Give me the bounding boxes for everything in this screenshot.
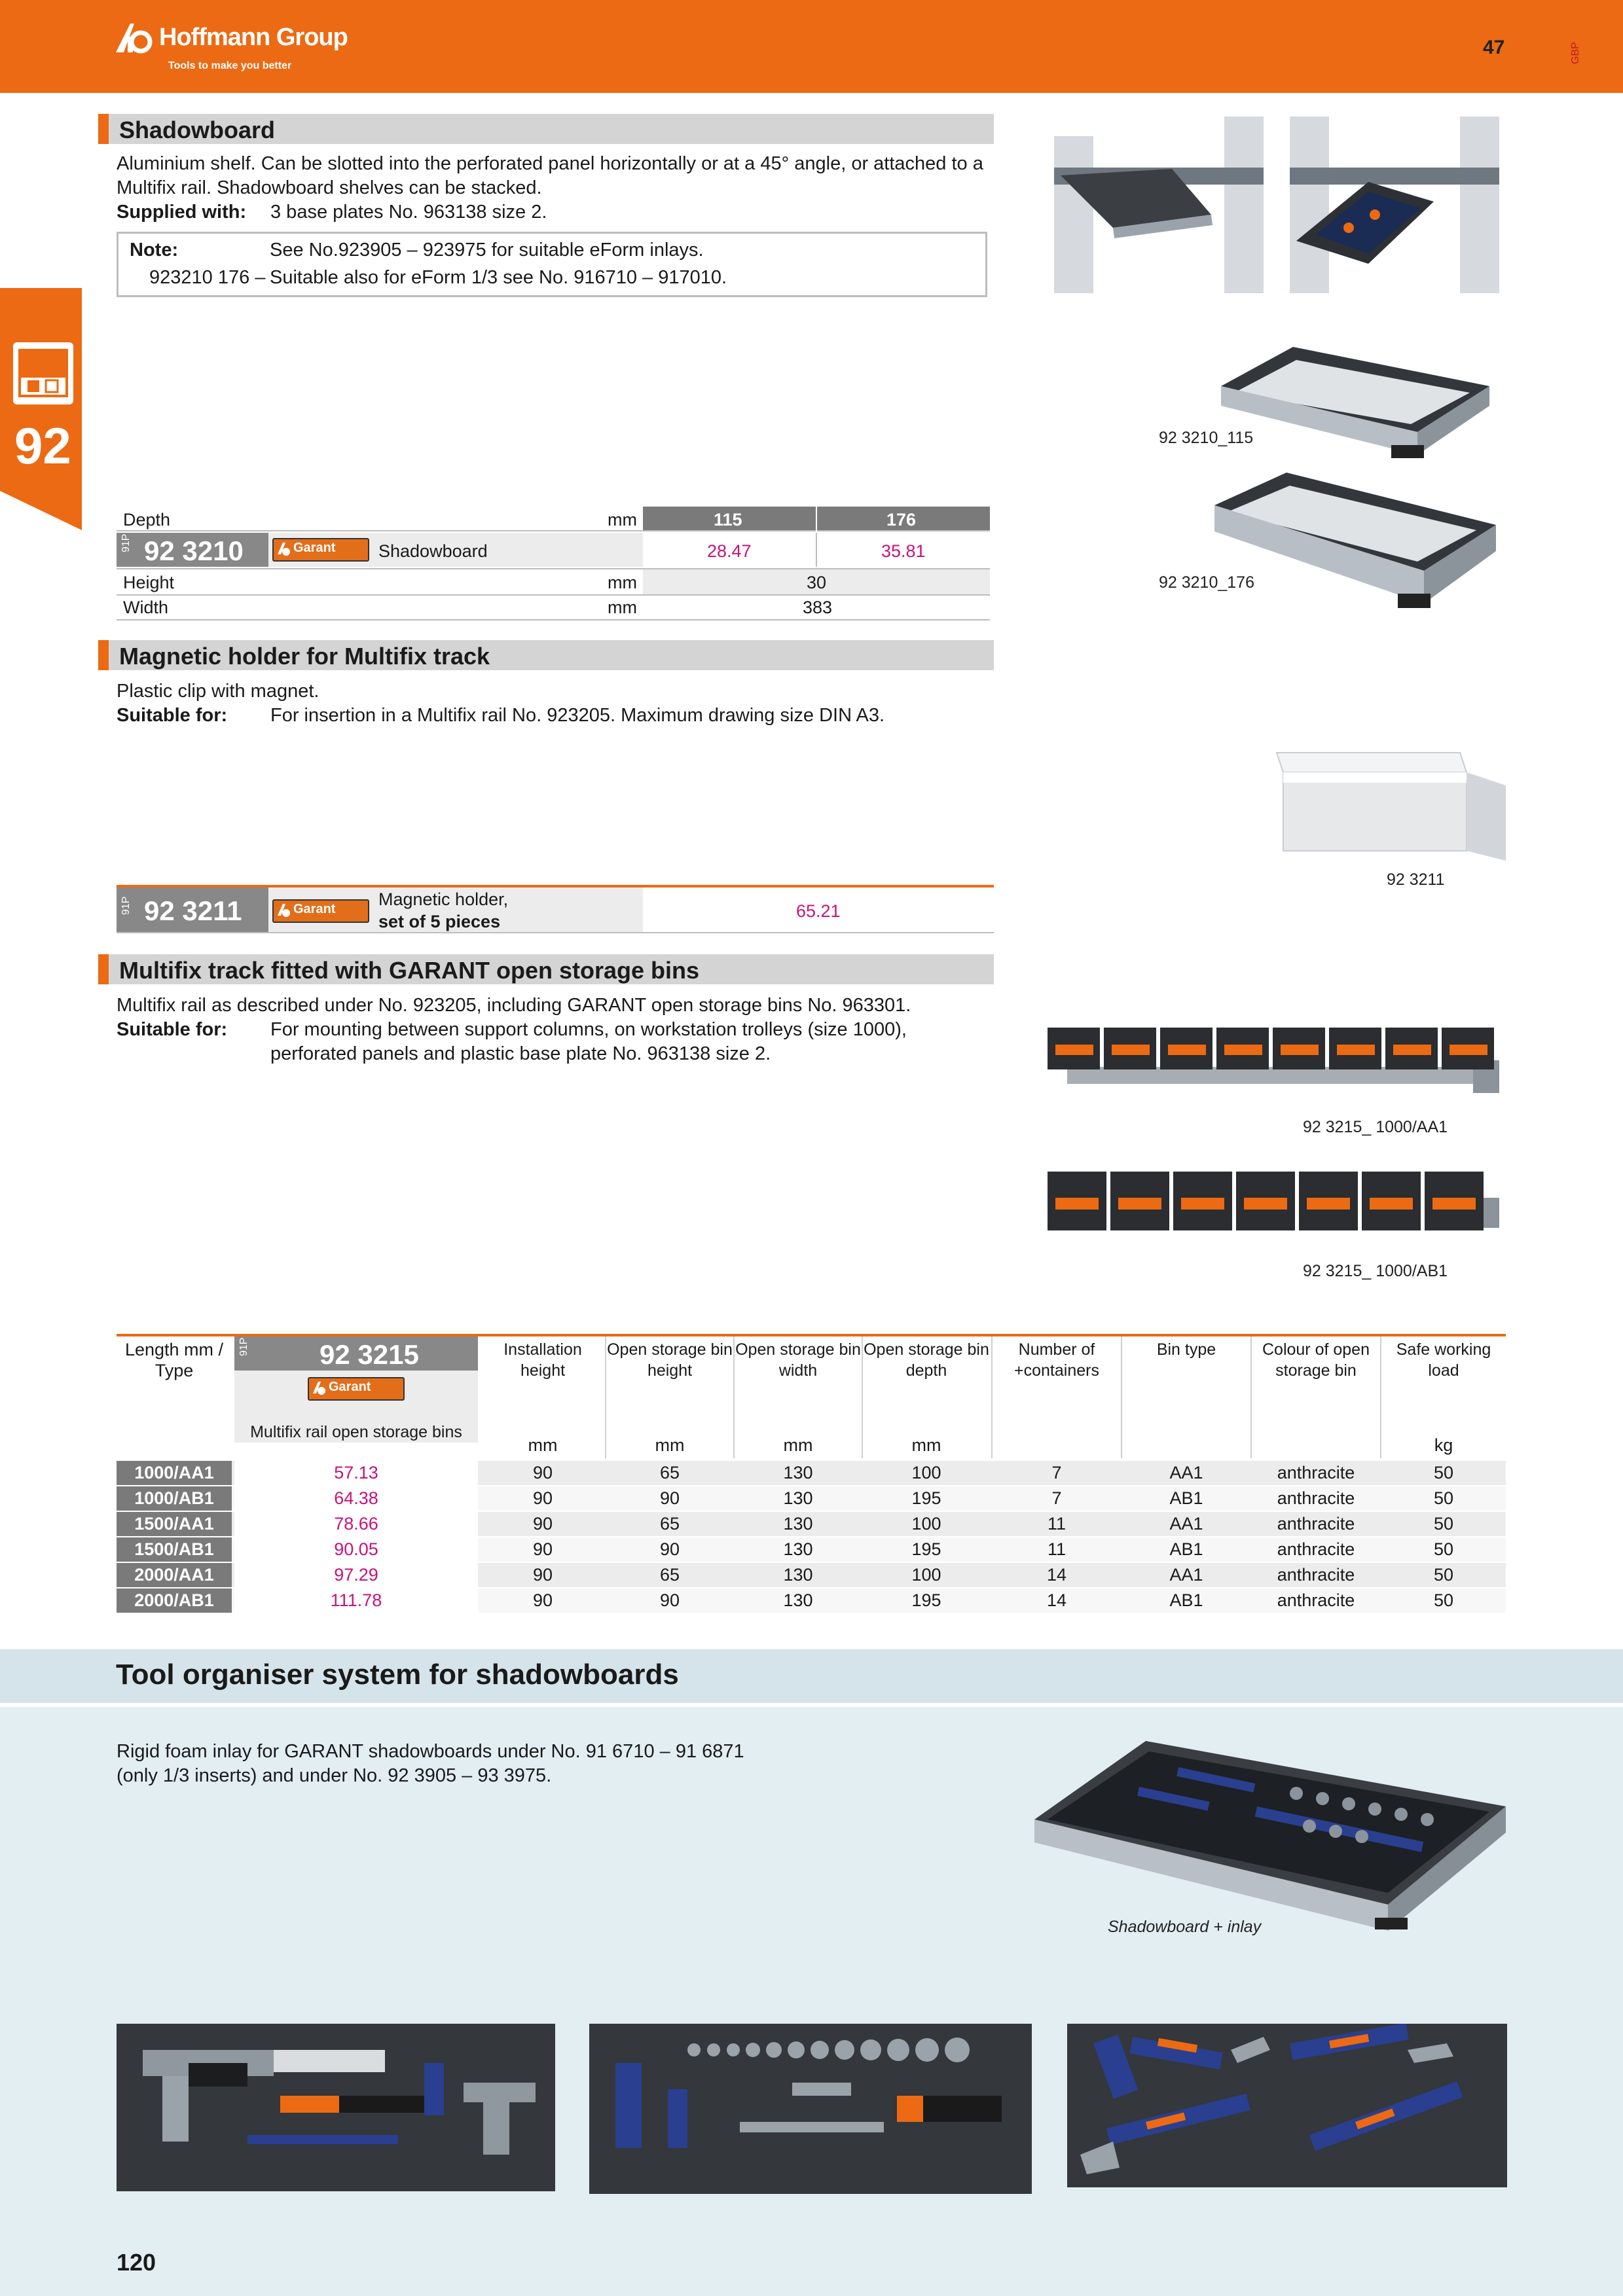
row-cell: 65 <box>659 1514 680 1534</box>
row-cell: 14 <box>1046 1590 1067 1610</box>
row-cell: 90 <box>532 1514 553 1534</box>
row-cell: AA1 <box>1169 1463 1203 1482</box>
row-cell: 130 <box>783 1488 813 1508</box>
pliers-set-inlay-image <box>1067 2024 1507 2187</box>
row-type: 1000/AA1 <box>117 1461 232 1485</box>
width-value: 383 <box>803 598 833 617</box>
garant-brand-logo: Garant <box>272 538 369 562</box>
row-cell: 90 <box>532 1590 553 1610</box>
row-cell: 90 <box>659 1539 680 1559</box>
row-cell: 195 <box>911 1590 941 1610</box>
row-type: 1500/AA1 <box>117 1512 232 1536</box>
row-type: 1500/AB1 <box>117 1537 232 1562</box>
catalog-page-number: 47 <box>1483 37 1505 58</box>
product-name: Shadowboard <box>378 541 488 561</box>
row-cell: AA1 <box>1169 1565 1203 1585</box>
note-line-1: Note: See No.923905 – 923975 for suitable eForm inlays. <box>130 240 704 260</box>
garant-logo-icon <box>276 541 292 557</box>
row-cell: 7 <box>1051 1488 1062 1508</box>
col-header-3: Open storage bin depth <box>864 1340 989 1380</box>
row-type: 2000/AB1 <box>117 1588 232 1613</box>
col-header-5: Bin type <box>1156 1340 1216 1359</box>
magnetic-description: Plastic clip with magnet. Suitable for: For insertion in a Multifix rail No. 923205. Maximum drawing size DIN A3. <box>117 681 885 726</box>
row-cell: AB1 <box>1169 1539 1203 1559</box>
image-caption-115: 92 3210_115 <box>1159 429 1254 447</box>
row-cell: 50 <box>1433 1590 1454 1610</box>
row-cell: 195 <box>911 1488 941 1508</box>
row-cell: AB1 <box>1169 1590 1203 1610</box>
row-type: 2000/AA1 <box>117 1563 232 1587</box>
col-unit-0: mm <box>528 1435 558 1455</box>
row-cell: anthracite <box>1277 1463 1355 1482</box>
width-label: Width <box>123 598 169 617</box>
row-cell: 130 <box>783 1463 813 1482</box>
row-cell: 100 <box>911 1463 941 1482</box>
image-caption-3211: 92 3211 <box>1387 870 1445 889</box>
image-caption-inlay: Shadowboard + inlay <box>1108 1918 1262 1936</box>
shadowboard-description: Aluminium shelf. Can be slotted into the perforated panel horizontally or at a 45° angle, or attached to a Multifix rail. Shadowboard shelves can be stacked. Supplied with: 3 base plates No. 963138 size 2. <box>117 153 983 223</box>
shadowboard-mounted-image <box>1041 110 1512 300</box>
shadowboard-115-image <box>1214 340 1503 465</box>
row-cell: 90 <box>532 1539 553 1559</box>
multifix-aa1-image <box>1041 1021 1512 1113</box>
col-header-2: Open storage bin width <box>735 1340 861 1380</box>
magnetic-price: 65.21 <box>796 901 841 921</box>
row-cell: anthracite <box>1277 1590 1355 1610</box>
garant-brand-logo-3215: Garant <box>308 1377 405 1401</box>
section-heading-multifix: Multifix track fitted with GARANT open storage bins <box>98 954 994 984</box>
col-header-0: Installation height <box>503 1340 582 1380</box>
col-header-6: Colour of open storage bin <box>1262 1340 1370 1380</box>
row-cell: 50 <box>1433 1565 1454 1585</box>
magnetic-product-line-1: Magnetic holder, <box>378 889 509 909</box>
row-cell: 14 <box>1046 1565 1067 1585</box>
row-price: 64.38 <box>234 1486 478 1511</box>
row-cell: 11 <box>1047 1514 1067 1534</box>
width-unit: mm <box>608 598 637 617</box>
row-cell: 130 <box>783 1539 813 1559</box>
note-line-2: 923210 176 – Suitable also for eForm 1/3 see No. 916710 – 917010. <box>149 267 727 288</box>
image-caption-ab1: 92 3215_ 1000/AB1 <box>1303 1262 1448 1280</box>
row-cell: AA1 <box>1169 1514 1203 1534</box>
row-cell: anthracite <box>1277 1488 1355 1508</box>
section-heading-shadowboard: Shadowboard <box>98 114 994 144</box>
row-type: 1000/AB1 <box>117 1486 232 1511</box>
brand-logo <box>115 20 390 79</box>
row-cell: 90 <box>659 1488 680 1508</box>
garant-logo-icon <box>312 1380 327 1396</box>
socket-set-inlay-image <box>589 2024 1032 2194</box>
row-cell: 11 <box>1047 1539 1067 1559</box>
row-cell: 50 <box>1433 1539 1454 1559</box>
multifix-ab1-image <box>1041 1165 1512 1237</box>
shadowboard-inlay-image <box>1021 1728 1519 1937</box>
hoffmann-logo-icon <box>115 20 153 58</box>
row-price: 97.29 <box>234 1563 478 1587</box>
depth-unit: mm <box>608 510 637 529</box>
row-price: 57.13 <box>234 1461 478 1485</box>
row-cell: anthracite <box>1277 1565 1355 1585</box>
section-heading-magnetic: Magnetic holder for Multifix track <box>98 640 994 670</box>
row-cell: 195 <box>911 1539 941 1559</box>
depth-label: Depth <box>123 510 171 529</box>
brand-tagline: Tools to make you better <box>168 60 292 71</box>
row-cell: 90 <box>532 1565 553 1585</box>
footer-page-number: 120 <box>117 2249 156 2276</box>
row-price: 78.66 <box>234 1512 478 1536</box>
row-cell: 130 <box>783 1514 813 1534</box>
article-number-box-3211: 91P 92 3211 <box>117 888 268 932</box>
height-label: Height <box>123 573 175 592</box>
col-unit-7: kg <box>1434 1435 1453 1455</box>
row-cell: 65 <box>659 1463 680 1482</box>
row-cell: anthracite <box>1277 1539 1355 1559</box>
measuring-tools-inlay-image <box>117 2024 555 2191</box>
row-cell: AB1 <box>1169 1488 1203 1508</box>
image-caption-176: 92 3210_176 <box>1159 573 1254 592</box>
row-cell: 50 <box>1433 1514 1454 1534</box>
image-caption-aa1: 92 3215_ 1000/AA1 <box>1303 1118 1448 1136</box>
row-cell: 90 <box>532 1463 553 1482</box>
row-cell: 50 <box>1433 1488 1454 1508</box>
col-unit-1: mm <box>655 1435 685 1455</box>
garant-brand-logo-3211: Garant <box>272 899 369 923</box>
col-header-1: Open storage bin height <box>607 1340 733 1380</box>
row-cell: 7 <box>1051 1463 1062 1482</box>
row-cell: 65 <box>659 1565 680 1585</box>
row-cell: 100 <box>911 1514 941 1534</box>
row-cell: 90 <box>659 1590 680 1610</box>
row-price: 90.05 <box>234 1537 478 1562</box>
article-number-box-3215: 91P 92 3215 <box>234 1336 478 1371</box>
magnetic-product-line-2: set of 5 pieces <box>378 912 501 931</box>
multifix-description: Multifix rail as described under No. 923205, including GARANT open storage bins No. 963301. Suitable for: For mounting between support columns, on workstation trolleys (size 1000), perforated panels and plastic base plate No. 963138 size 2. <box>117 995 911 1064</box>
chapter-number: 92 <box>14 417 71 475</box>
article-number-box: 91P 92 3210 <box>117 533 268 567</box>
workbench-icon <box>13 342 73 404</box>
col-unit-3: mm <box>911 1435 941 1455</box>
height-unit: mm <box>608 573 637 592</box>
row-cell: 130 <box>783 1565 813 1585</box>
depth-176: 176 <box>886 510 917 529</box>
row-cell: 50 <box>1433 1463 1454 1482</box>
row-cell: 130 <box>783 1590 813 1610</box>
price-176: 35.81 <box>881 541 926 561</box>
organiser-description: Rigid foam inlay for GARANT shadowboards under No. 91 6710 – 91 6871 (only 1/3 inserts) and under No. 92 3905 – 93 3975. <box>117 1741 744 1786</box>
language-code: GBP <box>1570 42 1581 64</box>
row-cell: anthracite <box>1277 1514 1355 1534</box>
row-cell: 100 <box>911 1565 941 1585</box>
chapter-tab <box>0 288 82 530</box>
col-header-4: Number of +containers <box>1014 1340 1099 1380</box>
depth-115: 115 <box>714 510 742 529</box>
brand-name: Hoffmann Group <box>159 24 348 51</box>
price-115: 28.47 <box>707 541 752 561</box>
shadowboard-176-image <box>1208 466 1503 623</box>
magnetic-holder-image <box>1270 746 1512 864</box>
height-value: 30 <box>807 573 827 592</box>
col-type-header: Length mm / Type <box>124 1340 224 1380</box>
row-cell: 90 <box>532 1488 553 1508</box>
col-header-7: Safe working load <box>1396 1340 1491 1380</box>
row-price: 111.78 <box>234 1588 478 1613</box>
col-unit-2: mm <box>783 1435 813 1455</box>
organiser-heading: Tool organiser system for shadowboards <box>0 1649 1623 1703</box>
garant-logo-icon <box>276 903 292 918</box>
multifix-product-name: Multifix rail open storage bins <box>250 1423 462 1441</box>
